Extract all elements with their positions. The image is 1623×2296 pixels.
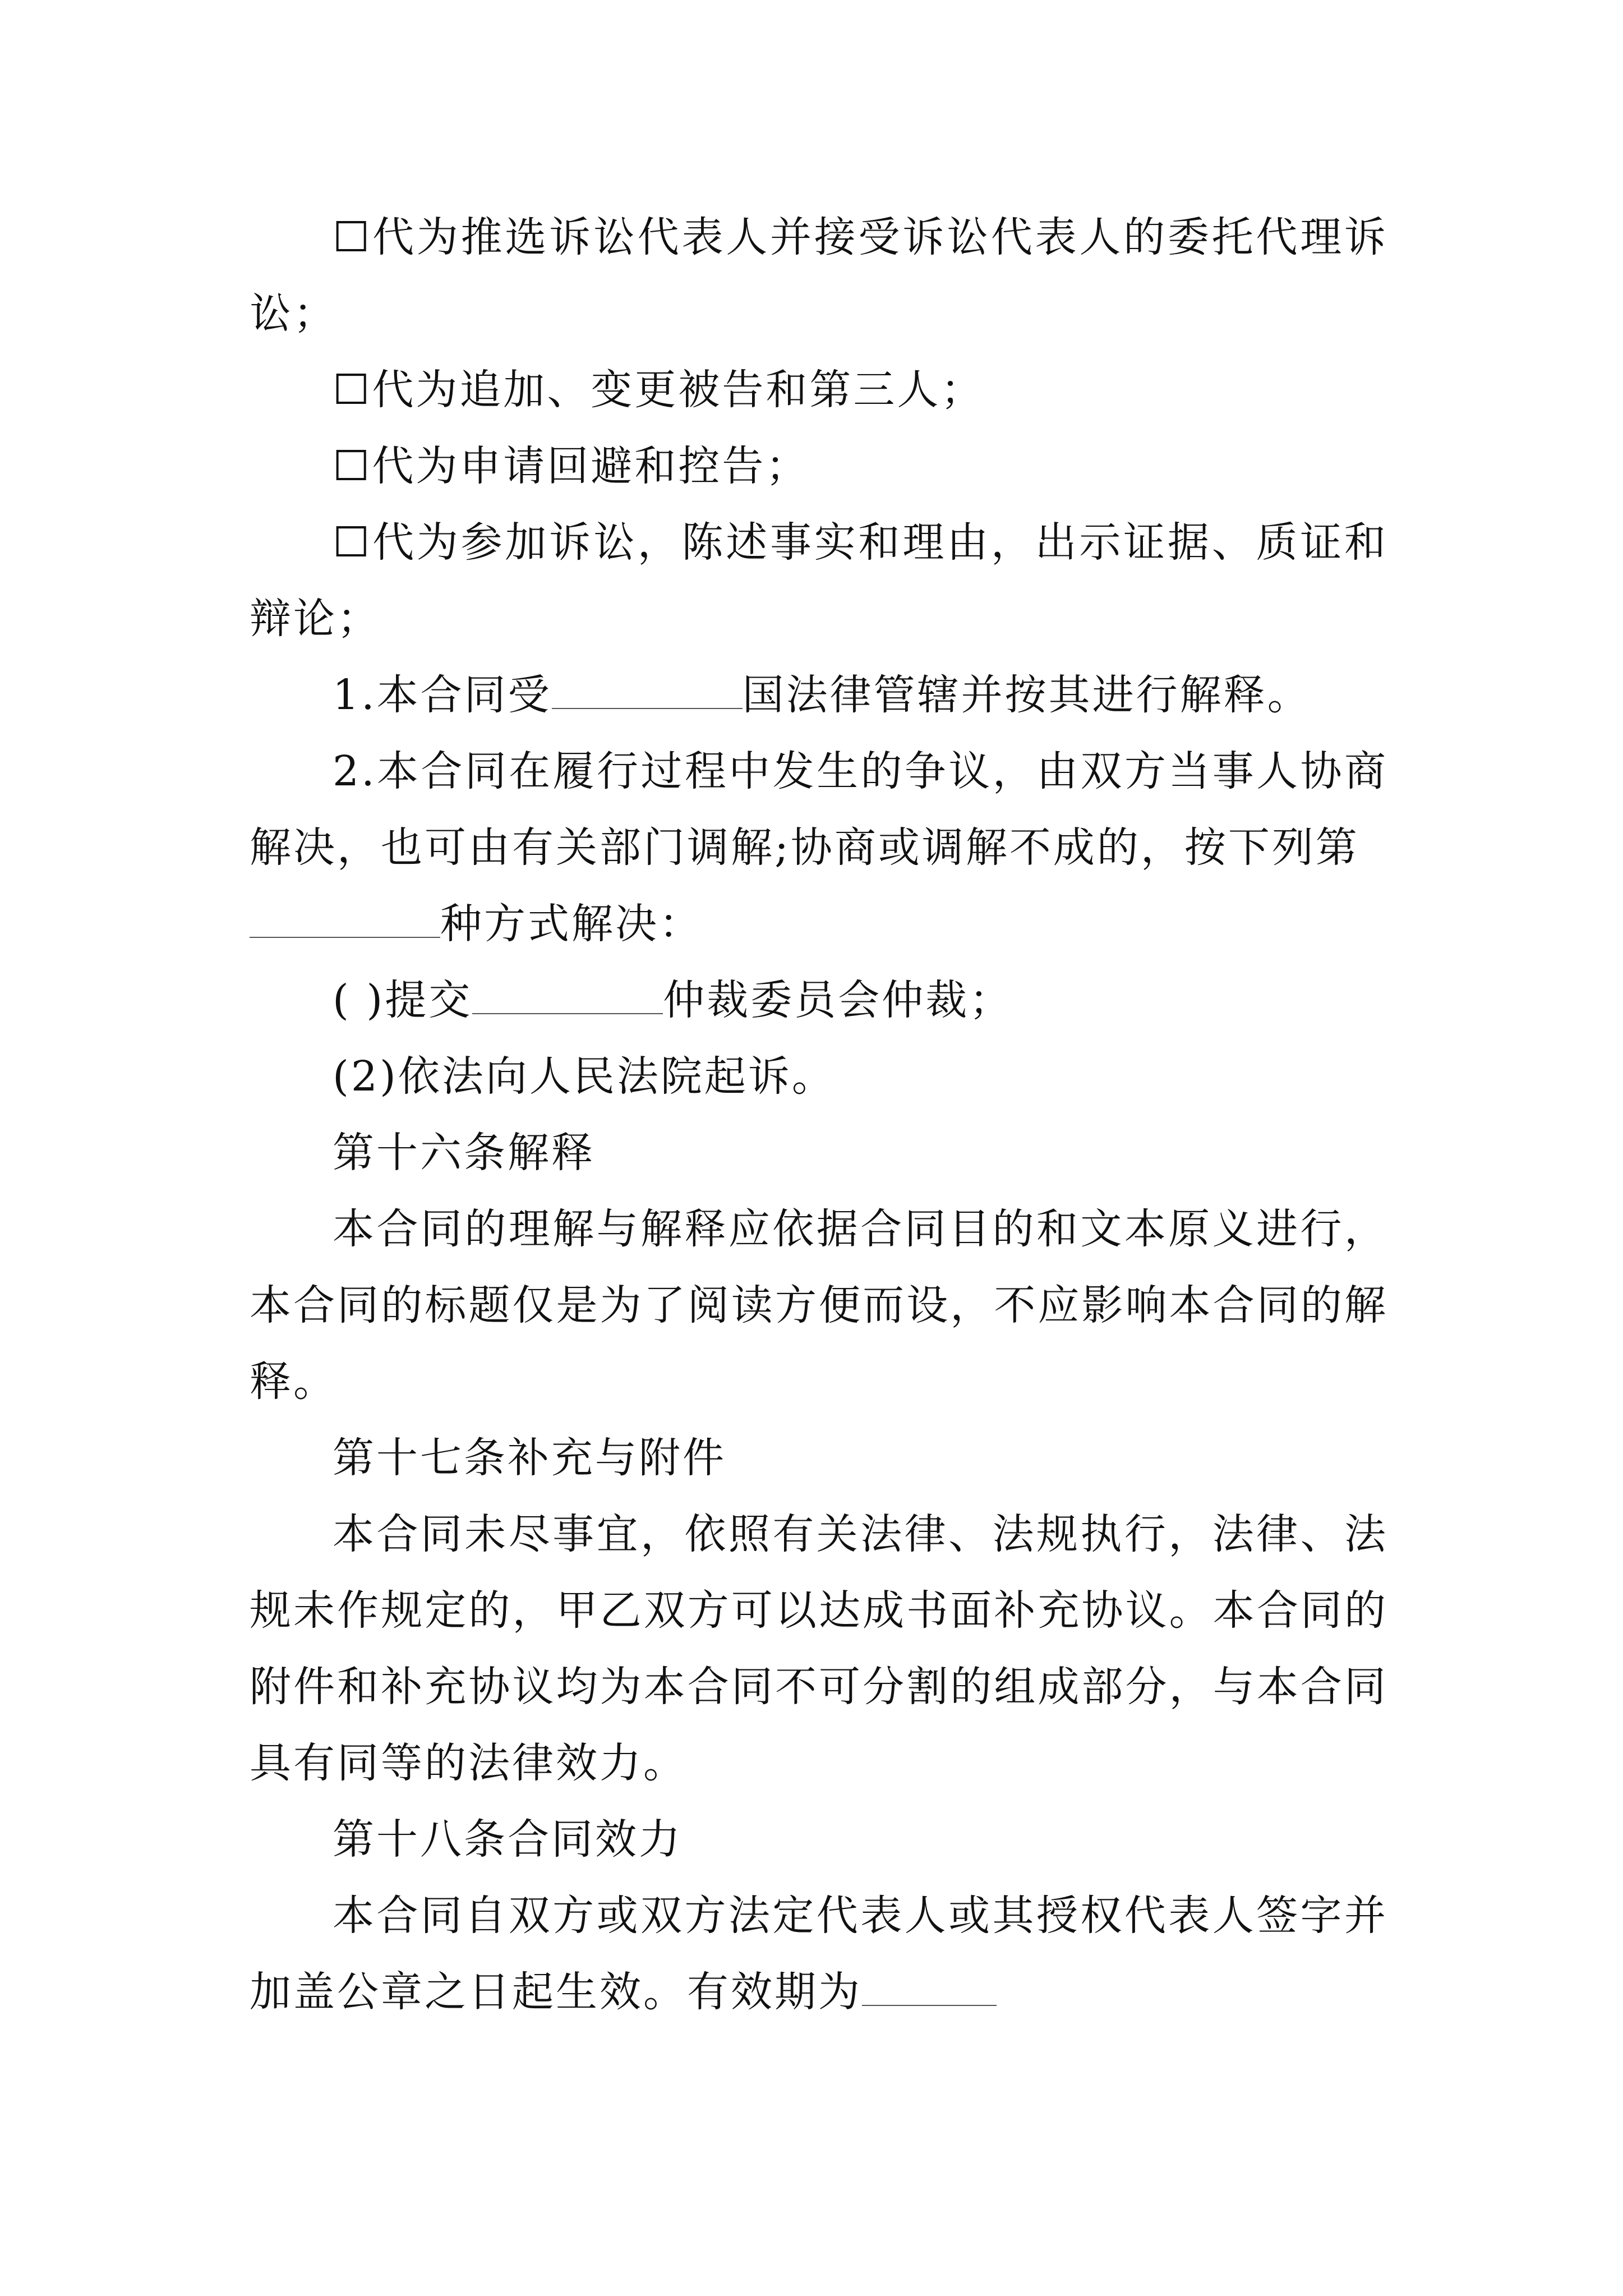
dispute-paragraph: 2.本合同在履行过程中发生的争议，由双方当事人协商解决，也可由有关部门调解;协商或调解不成的，按下列第 bbox=[250, 747, 1388, 872]
clause-paragraph: ☐代为参加诉讼，陈述事实和理由，出示证据、质证和辩论； bbox=[250, 518, 1388, 643]
article-18-body bbox=[250, 1878, 1388, 2030]
validity-period-blank bbox=[862, 1961, 997, 2006]
arbitration-option bbox=[250, 962, 1388, 1038]
arbitration-text-after: 仲裁委员会仲裁； bbox=[663, 976, 1013, 1024]
article-18-text: 本合同自双方或双方法定代表人或其授权代表人签字并加盖公章之日起生效。有效期为 bbox=[250, 1892, 1388, 2016]
governing-law-text-before: 1.本合同受 bbox=[333, 671, 552, 719]
method-number-blank bbox=[250, 893, 440, 938]
arbitration-commission-blank bbox=[472, 969, 663, 1014]
article-16-heading: 第十六条解释 bbox=[333, 1129, 595, 1177]
clause-paragraph: ☐代为追加、变更被告和第三人； bbox=[333, 366, 985, 414]
clause-paragraph: ☐代为申请回避和控告； bbox=[333, 442, 810, 490]
governing-law-text-after: 国法律管辖并按其进行解释。 bbox=[742, 671, 1311, 719]
governing-law-paragraph bbox=[250, 657, 1388, 733]
litigation-option: (2)依法向人民法院起诉。 bbox=[333, 1052, 836, 1101]
clause-paragraph: ☐代为推选诉讼代表人并接受诉讼代表人的委托代理诉讼； bbox=[250, 213, 1388, 338]
article-17-body: 本合同未尽事宜，依照有关法律、法规执行，法律、法规未作规定的，甲乙双方可以达成书面补充协议。本合同的附件和补充协议均为本合同不可分割的组成部分，与本合同具有同等的法律效力。 bbox=[250, 1510, 1388, 1787]
document-body bbox=[250, 199, 1388, 2030]
country-blank bbox=[552, 664, 743, 709]
dispute-method-text: 种方式解决： bbox=[440, 900, 703, 948]
article-17-heading: 第十七条补充与附件 bbox=[333, 1434, 726, 1482]
article-16-body: 本合同的理解与解释应依据合同目的和文本原义进行，本合同的标题仅是为了阅读方便而设，不应影响本合同的解释。 bbox=[250, 1205, 1388, 1406]
article-18-heading: 第十八条合同效力 bbox=[333, 1815, 683, 1864]
arbitration-text-before: ( )提交 bbox=[333, 976, 473, 1024]
dispute-method-line bbox=[250, 886, 1388, 962]
